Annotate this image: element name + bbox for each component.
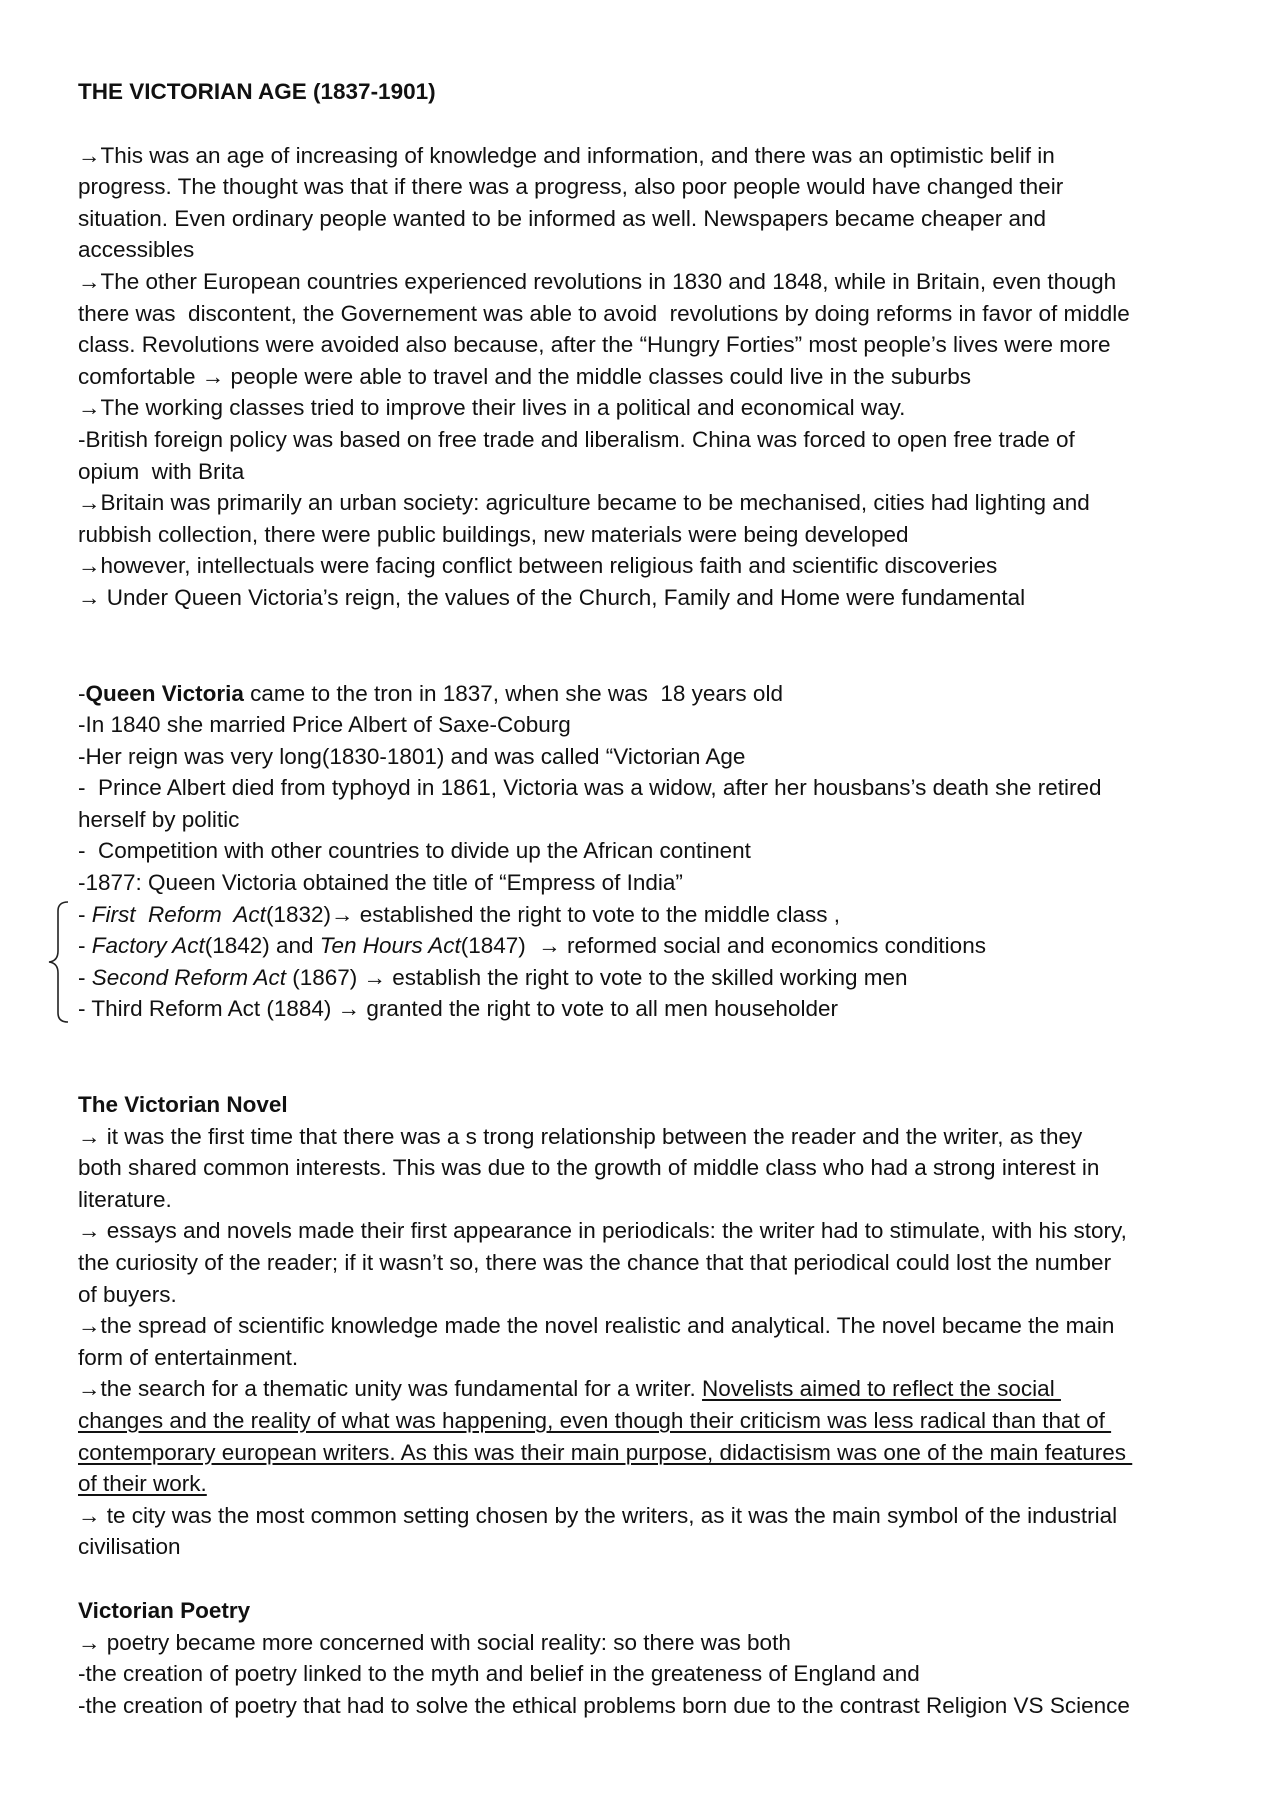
text-line: -the creation of poetry that had to solve the ethical problems born due to the contrast Religion VS Science — [78, 1692, 1130, 1718]
underlined-text: contemporary european writers. As this was their main purpose, didactisism was one of the main features — [78, 1439, 1133, 1465]
queen-victoria-bold: Queen Victoria — [85, 680, 244, 706]
text-span: came to the tron in 1837, when she was 18 years old — [243, 680, 783, 706]
underlined-text: changes and the reality of what was happening, even though their criticism was less radical than that of — [78, 1407, 1112, 1433]
act-title: Second Reform Act — [91, 964, 286, 990]
text-span: - — [78, 680, 86, 706]
text-line: → te city was the most common setting chosen by the writers, as it was the main symbol of the industrial — [78, 1502, 1118, 1528]
curly-brace-icon — [44, 899, 74, 1025]
text-line: -In 1840 she married Price Albert of Saxe-Coburg — [78, 712, 571, 738]
text-line: class. Revolutions were avoided also because, after the “Hungry Forties” most people’s lives were more — [78, 332, 1111, 358]
text-span: (1847) → reformed social and economics conditions — [460, 933, 986, 959]
text-line: rubbish collection, there were public buildings, new materials were being developed — [78, 521, 909, 547]
text-line — [78, 930, 1218, 962]
text-line: → essays and novels made their first appearance in periodicals: the writer had to stimulate, with his story, — [78, 1218, 1127, 1244]
text-line: → poetry became more concerned with social reality: so there was both — [78, 1629, 791, 1655]
text-line: → Under Queen Victoria’s reign, the values of the Church, Family and Home were fundamental — [78, 584, 1026, 610]
act-title: First Reform Act — [91, 901, 266, 927]
text-line: - Third Reform Act (1884) → granted the right to vote to all men householder — [78, 996, 838, 1022]
text-line: progress. The thought was that if there was a progress, also poor people would have changed their — [78, 174, 1064, 200]
text-line: →The working classes tried to improve their lives in a political and economical way. — [78, 395, 906, 421]
text-line: of buyers. — [78, 1281, 177, 1307]
act-title: Ten Hours Act — [319, 933, 461, 959]
text-line — [78, 962, 1218, 994]
text-line: →however, intellectuals were facing conflict between religious faith and scientific discoveries — [78, 553, 998, 579]
text-span: - — [78, 901, 92, 927]
text-line — [78, 678, 1218, 710]
text-line: -Her reign was very long(1830-1801) and was called “Victorian Age — [78, 743, 746, 769]
text-span: →the search for a thematic unity was fundamental for a writer. — [78, 1376, 703, 1402]
text-line: comfortable → people were able to travel and the middle classes could live in the suburbs — [78, 363, 971, 389]
underlined-text: of their work. — [78, 1471, 207, 1497]
text-line: herself by politic — [78, 806, 240, 832]
text-line: - Prince Albert died from typhoyd in 1861, Victoria was a widow, after her housbans’s death she retired — [78, 775, 1102, 801]
intro-section — [78, 140, 1218, 614]
underlined-text: Novelists aimed to reflect the social — [702, 1376, 1061, 1402]
text-line: →Britain was primarily an urban society: agriculture became to be mechanised, cities had lighting and — [78, 490, 1090, 516]
text-span: (1867) → establish the right to vote to the skilled working men — [286, 964, 908, 990]
section-heading: The Victorian Novel — [78, 1092, 288, 1118]
text-span: - — [78, 964, 92, 990]
text-line: →The other European countries experienced revolutions in 1830 and 1848, while in Britain, even though — [78, 268, 1117, 294]
queen-victoria-section — [78, 678, 1218, 1026]
text-line: the curiosity of the reader; if it wasn’t so, there was the chance that that periodical could lost the number — [78, 1250, 1112, 1275]
text-line: situation. Even ordinary people wanted to be informed as well. Newspapers became cheaper and — [78, 205, 1047, 231]
text-line: there was discontent, the Governement was able to avoid revolutions by doing reforms in favor of middle — [78, 300, 1130, 326]
document-page — [78, 76, 1218, 1721]
page-title: THE VICTORIAN AGE (1837-1901) — [78, 79, 436, 104]
victorian-poetry-section — [78, 1595, 1218, 1721]
reform-acts-group — [78, 899, 1218, 1025]
text-line: both shared common interests. This was due to the growth of middle class who had a strong interest in — [78, 1155, 1100, 1181]
text-line — [78, 1373, 1218, 1405]
text-span: (1832)→ established the right to vote to the middle class , — [265, 901, 840, 927]
text-line: civilisation — [78, 1534, 181, 1560]
text-line: - Competition with other countries to divide up the African continent — [78, 838, 751, 864]
text-line: -1877: Queen Victoria obtained the title of “Empress of India” — [78, 870, 683, 896]
text-line: →This was an age of increasing of knowledge and information, and there was an optimistic belif in — [78, 142, 1055, 168]
text-line: → it was the first time that there was a s trong relationship between the reader and the writer, as they — [78, 1123, 1083, 1149]
act-title: Factory Act — [91, 933, 205, 959]
text-span: (1842) and — [204, 933, 320, 959]
text-line: literature. — [78, 1186, 172, 1212]
text-line: accessibles — [78, 237, 195, 263]
section-heading: Victorian Poetry — [78, 1597, 251, 1623]
text-line: form of entertainment. — [78, 1344, 299, 1370]
text-line: -British foreign policy was based on free trade and liberalism. China was forced to open free trade of — [78, 426, 1075, 452]
text-line: -the creation of poetry linked to the myth and belief in the greateness of England and — [78, 1661, 920, 1687]
text-line: →the spread of scientific knowledge made the novel realistic and analytical. The novel became the main — [78, 1313, 1115, 1339]
victorian-novel-section — [78, 1089, 1218, 1563]
text-span: - — [78, 933, 92, 959]
text-line — [78, 899, 1218, 931]
text-line: opium with Brita — [78, 458, 245, 484]
